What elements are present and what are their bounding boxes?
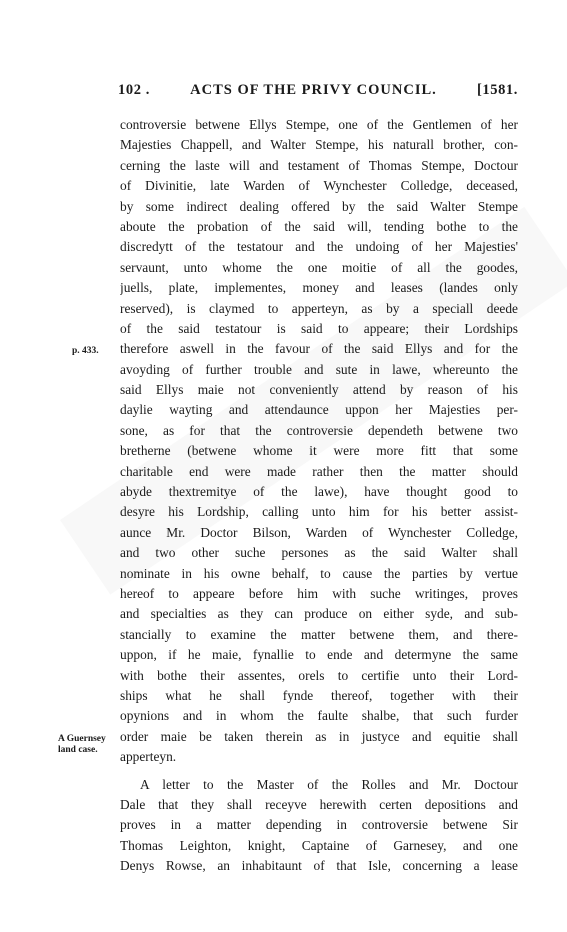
text-line: avoyding of further trouble and sute in lawe, whereunto the bbox=[120, 361, 518, 377]
text-line: Denys Rowse, an inhabitaunt of that Isle, concerning a lease bbox=[120, 858, 518, 874]
running-header bbox=[118, 82, 518, 106]
text-line: of the said testatour is said to appeare; their Lordships bbox=[120, 320, 518, 336]
side-note-line-2: land case. bbox=[58, 745, 98, 755]
text-line: said Ellys maie not conveniently attend by reason of his bbox=[120, 382, 518, 398]
year: [1581. bbox=[476, 82, 518, 98]
text-line: hereof to appeare before him with suche writinges, proves bbox=[120, 585, 518, 601]
text-line: aboute the probation of the said will, tending bothe to the bbox=[120, 218, 518, 234]
text-line: bretherne (betwene whome it were more fitt that some bbox=[120, 443, 518, 459]
margin-side-note bbox=[58, 734, 114, 756]
text-line: sone, as for that the controversie dependeth betwene two bbox=[120, 422, 518, 438]
running-title: ACTS OF THE PRIVY COUNCIL. bbox=[190, 82, 437, 98]
text-line: order maie be taken therein as in justyce and equitie shall bbox=[120, 728, 518, 744]
text-line: servaunt, unto whome the one moitie of all the goodes, bbox=[120, 259, 518, 275]
margin-page-reference: p. 433. bbox=[72, 346, 99, 356]
text-line: of Divinitie, late Warden of Wynchester Colledge, deceased, bbox=[120, 178, 518, 194]
text-line: aunce Mr. Doctor Bilson, Warden of Wynchester Colledge, bbox=[120, 524, 518, 540]
text-line: cerning the laste will and testament of Thomas Stempe, Doctour bbox=[120, 157, 518, 173]
text-line: stancially to examine the matter betwene them, and there- bbox=[120, 626, 518, 642]
text-line: daylie wayting and attendaunce uppon her Majesties per- bbox=[120, 402, 518, 418]
text-line: controversie betwene Ellys Stempe, one of the Gentlemen of her bbox=[120, 117, 518, 132]
text-line: opynions and in whom the faulte shalbe, that such furder bbox=[120, 708, 518, 724]
text-line: abyde thextremitye of the lawe), have thought good to bbox=[120, 484, 518, 500]
paragraph-gap bbox=[120, 768, 518, 775]
text-line: desyre his Lordship, calling unto him for his better assist- bbox=[120, 504, 518, 520]
text-line: Dale that they shall receyve herewith certen depositions and bbox=[120, 796, 518, 812]
text-line: by some indirect dealing offered by the said Walter Stempe bbox=[120, 198, 518, 214]
paragraph-2 bbox=[120, 775, 518, 877]
text-line: with bothe their assentes, orels to certifie unto their Lord- bbox=[120, 667, 518, 683]
text-line: and specialties as they can produce on either syde, and sub- bbox=[120, 606, 518, 622]
text-line: discredytt of the testatour and the undoing of her Majesties' bbox=[120, 239, 518, 255]
text-line: charitable end were made rather then the matter should bbox=[120, 463, 518, 479]
text-line: nominate in his owne behalf, to cause the parties by vertue bbox=[120, 565, 518, 581]
text-line: apperteyn. bbox=[120, 749, 177, 765]
text-line: Majesties Chappell, and Walter Stempe, his naturall brother, con- bbox=[120, 137, 518, 153]
text-line: reserved), is claymed to apperteyn, as by a speciall deede bbox=[120, 300, 518, 316]
side-note-line-1: A Guernsey bbox=[58, 734, 106, 744]
body-text bbox=[120, 115, 518, 876]
text-line: uppon, if he maie, fynallie to ende and determyne the same bbox=[120, 647, 518, 663]
text-line: proves in a matter depending in controversie betwene Sir bbox=[120, 817, 518, 833]
page-number: 102 . bbox=[118, 82, 150, 98]
paragraph-1 bbox=[120, 115, 518, 768]
text-line: and two other suche persones as the said Walter shall bbox=[120, 545, 518, 561]
text-line: juells, plate, implementes, money and leases (landes only bbox=[120, 280, 518, 296]
text-line: Thomas Leighton, knight, Captaine of Garnesey, and one bbox=[120, 837, 518, 853]
text-line: ships what he shall fynde thereof, together with their bbox=[120, 687, 518, 703]
text-line: A letter to the Master of the Rolles and Mr. Doctour bbox=[140, 776, 518, 792]
text-line: therefore aswell in the favour of the said Ellys and for the bbox=[120, 341, 518, 357]
